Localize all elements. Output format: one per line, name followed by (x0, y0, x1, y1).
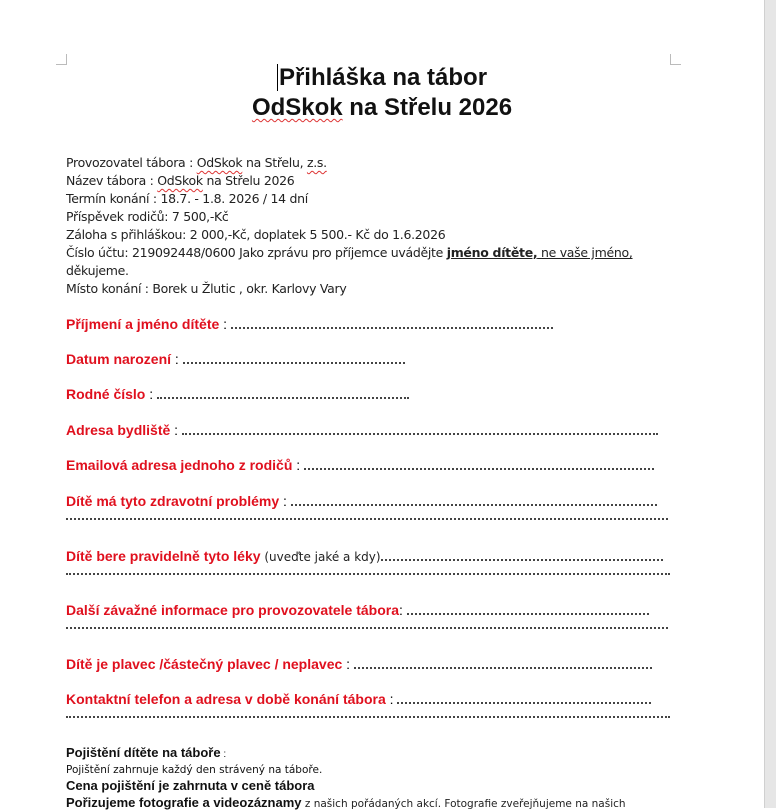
info-name (66, 172, 633, 190)
field-health[interactable] (66, 493, 657, 509)
scrollbar[interactable] (764, 0, 776, 808)
field-birth-number[interactable] (66, 386, 409, 402)
title-brand: OdSkok (251, 94, 343, 121)
fill-line[interactable] (381, 551, 663, 561)
text: : (342, 656, 354, 672)
field-label: Kontaktní telefon a adresa v době konání tábora (66, 691, 386, 707)
fill-line[interactable] (66, 573, 670, 575)
text: jméno dítěte, (446, 245, 538, 260)
text: na Střelu, (242, 155, 307, 170)
title-rest: na Střelu 2026 (342, 94, 513, 121)
fill-line[interactable] (183, 354, 405, 364)
insurance-heading (66, 745, 226, 760)
info-fee: Příspěvek rodičů: 7 500,-Kč (66, 209, 229, 224)
text: : (292, 457, 305, 473)
fill-line[interactable] (304, 460, 654, 470)
text: : (145, 386, 158, 402)
info-operator (66, 154, 633, 172)
fill-line[interactable] (231, 319, 553, 329)
info-deposit: Záloha s přihláškou: 2 000,-Kč, doplatek 5 500.- Kč do 1.6.2026 (66, 227, 446, 242)
text: z našich pořádaných akcí. Fotografie zveřejňujeme na našich (301, 798, 626, 810)
field-label: Další závažné informace pro provozovatele tábora (66, 602, 399, 618)
fill-line[interactable] (407, 605, 649, 615)
form-title (0, 64, 764, 92)
text: OdSkok (196, 155, 243, 170)
field-label: Datum narození (66, 351, 172, 367)
fill-line[interactable] (66, 716, 670, 718)
field-birth-date[interactable] (66, 351, 405, 367)
text: : (279, 493, 291, 509)
info-place: Místo konání : Borek u Žlutic , okr. Karlovy Vary (66, 281, 347, 296)
text: Pojištění dítěte na táboře (66, 745, 221, 760)
text: Název tábora : (66, 173, 158, 188)
field-label: Příjmení a jméno dítěte (66, 316, 220, 332)
info-thanks: děkujeme. (66, 263, 129, 278)
info-account (66, 244, 633, 262)
form-subtitle (0, 94, 764, 122)
text: : (219, 316, 231, 332)
fill-line[interactable] (182, 425, 658, 435)
field-contact[interactable] (66, 691, 651, 707)
fill-line[interactable] (354, 659, 652, 669)
field-note: (uveďte jaké a kdy) (260, 550, 381, 564)
fill-line[interactable] (291, 496, 657, 506)
fill-line[interactable] (397, 694, 651, 704)
text: OdSkok (157, 173, 203, 188)
field-label: Emailová adresa jednoho z rodičů (66, 457, 293, 473)
text: : (220, 749, 227, 760)
text: ne vaše jméno, (537, 245, 633, 260)
field-medication[interactable] (66, 548, 663, 564)
field-swimmer[interactable] (66, 656, 652, 672)
field-other-info[interactable] (66, 602, 649, 618)
field-child-name[interactable] (66, 316, 553, 332)
field-label: Dítě má tyto zdravotní problémy (66, 493, 280, 509)
fill-line[interactable] (66, 627, 668, 629)
field-label: Dítě je plavec /částečný plavec / neplavec (66, 656, 343, 672)
text: : (385, 691, 398, 707)
field-label: Rodné číslo (66, 386, 146, 402)
camp-info (66, 154, 633, 298)
text: : (170, 422, 182, 438)
text: Provozovatel tábora : (66, 155, 197, 170)
title-line-1: Přihláška na tábor (278, 64, 488, 91)
insurance-text: Pojištění zahrnuje každý den strávený na táboře. (66, 764, 323, 776)
text: : (399, 602, 407, 618)
text: Číslo účtu: 219092448/0600 Jako zprávu pro příjemce uvádějte (66, 245, 447, 260)
text: : (171, 351, 183, 367)
field-address[interactable] (66, 422, 658, 438)
insurance-price: Cena pojištění je zahrnuta v ceně tábora (66, 778, 315, 793)
text: na Střelu 2026 (202, 173, 295, 188)
field-email[interactable] (66, 457, 654, 473)
info-term: Termín konání : 18.7. - 1.8. 2026 / 14 dní (66, 191, 308, 206)
fill-line[interactable] (157, 389, 409, 399)
field-label: Dítě bere pravidelně tyto léky (66, 548, 261, 564)
text: z.s. (306, 155, 327, 170)
text: Pořizujeme fotografie a videozáznamy (66, 795, 302, 810)
fill-line[interactable] (66, 518, 668, 520)
field-label: Adresa bydliště (66, 422, 171, 438)
